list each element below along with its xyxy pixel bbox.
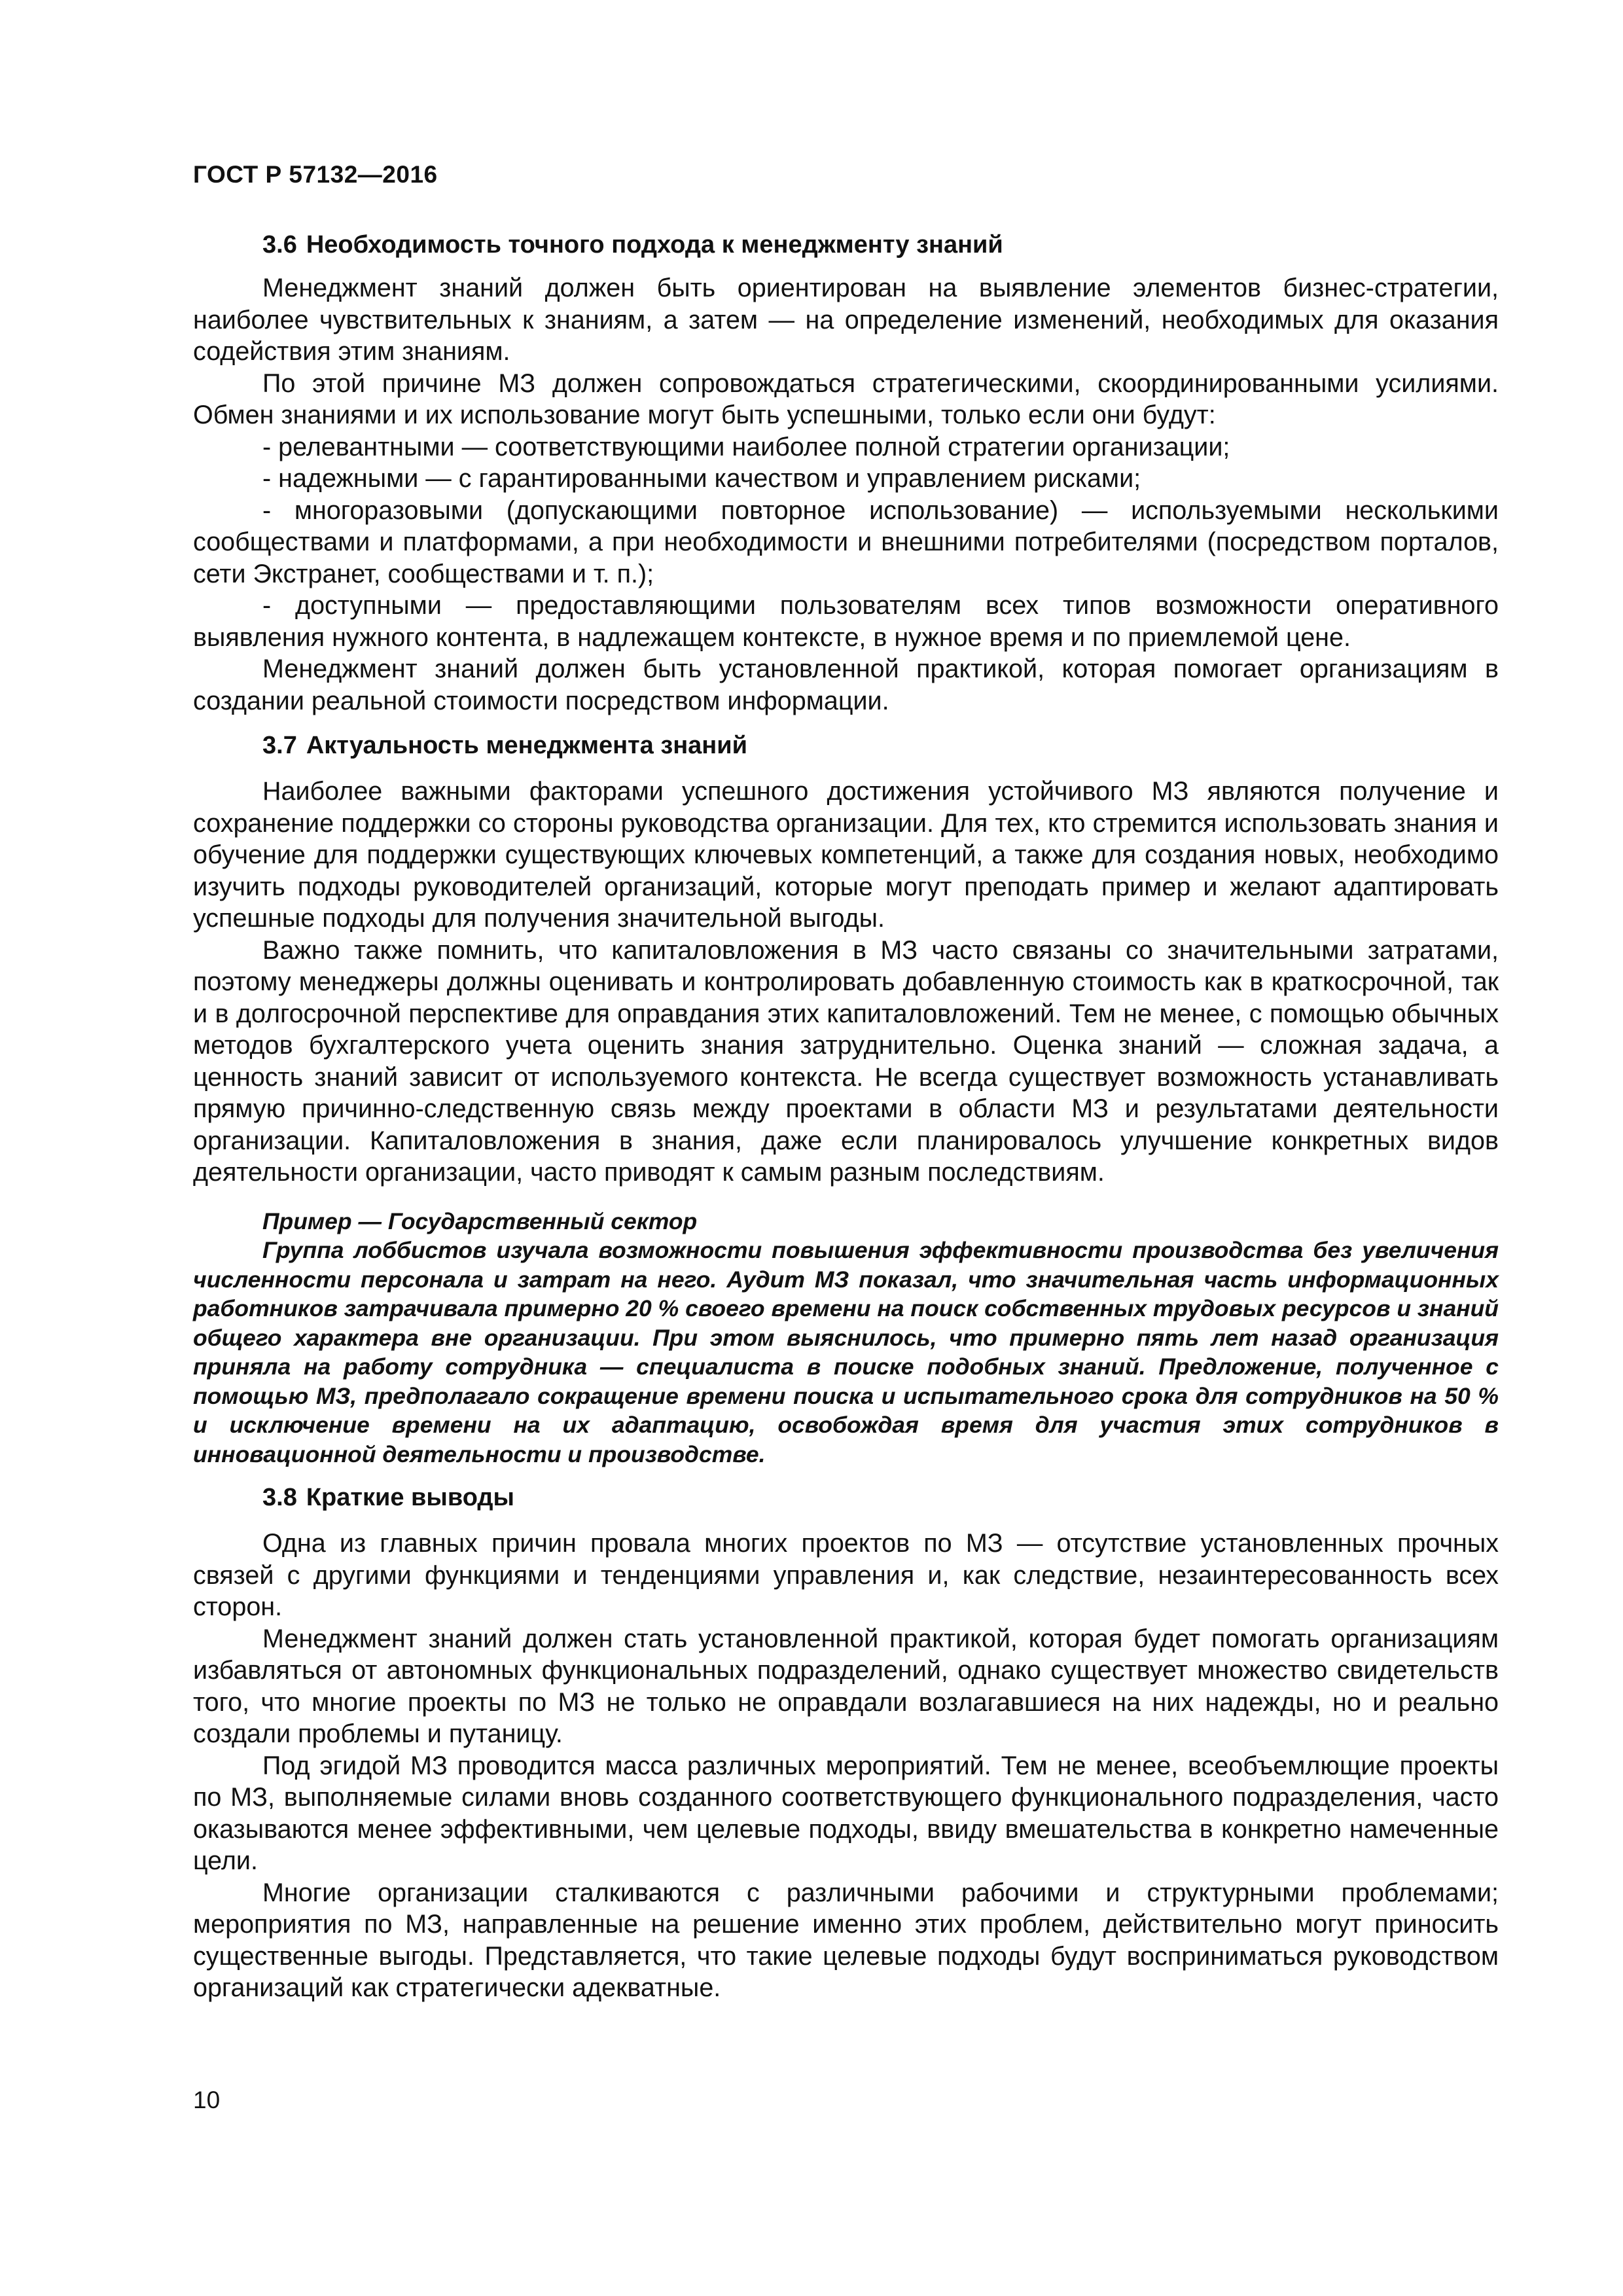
list-item: - доступными — предоставляющими пользователям всех типов возможности оперативного выявления нужного контента, в надлежащем контексте, в нужное время и по приемлемой цене. bbox=[193, 591, 1499, 652]
page-number: 10 bbox=[193, 2087, 221, 2113]
list-item: - релевантными — соответствующими наиболее полной стратегии организации; bbox=[262, 432, 1230, 461]
page-content bbox=[193, 229, 1499, 2004]
paragraph: Одна из главных причин провала многих проектов по МЗ — отсутствие установленных прочных связей с другими функциями и тенденциями управления и, как следствие, незаинтересованность всех сторон. bbox=[193, 1529, 1499, 1621]
document-header: ГОСТ Р 57132—2016 bbox=[193, 161, 438, 188]
paragraph: Менеджмент знаний должен быть установленной практикой, которая помогает организациям в создании реальной стоимости посредством информации. bbox=[193, 655, 1499, 715]
section-3-7-heading bbox=[193, 730, 1499, 761]
example-block bbox=[193, 1207, 1499, 1469]
paragraph: Менеджмент знаний должен быть ориентирован на выявление элементов бизнес-стратегии, наиболее чувствительных к знаниям, а затем — на определение изменений, необходимых для оказания содействия этим знаниям. bbox=[193, 274, 1499, 366]
example-title: Пример — Государственный сектор bbox=[262, 1208, 698, 1234]
section-3-8-heading bbox=[193, 1482, 1499, 1513]
paragraph: Под эгидой МЗ проводится масса различных мероприятий. Тем не менее, всеобъемлющие проекты по МЗ, выполняемые силами вновь созданного соответствующего функционального подразделения, часто оказываются менее эффективными, чем целевые подходы, ввиду вмешательства в конкретно намеченные цели. bbox=[193, 1751, 1499, 1875]
section-number: 3.7 bbox=[262, 732, 297, 759]
section-number: 3.6 bbox=[262, 231, 297, 259]
example-text: Группа лоббистов изучала возможности повышения эффективности производства без увеличения численности персонала и затрат на него. Аудит МЗ показал, что значительная часть информационных работников затрачивала примерно 20 % своего времени на поиск собственных трудовых ресурсов и знаний общего характера вне организации. При этом выяснилось, что примерно пять лет назад организация приняла на работу сотрудника — специалиста в поиске подобных знаний. Предложение, полученное с помощью МЗ, предполагало сокращение времени поиска и испытательного срока для сотрудников на 50 % и исключение времени на их адаптацию, освобождая время для участия этих сотрудников в инновационной деятельности и производстве. bbox=[193, 1237, 1499, 1467]
section-title: Актуальность менеджмента знаний bbox=[306, 732, 747, 759]
section-title: Краткие выводы bbox=[306, 1484, 515, 1511]
section-title: Необходимость точного подхода к менеджменту знаний bbox=[306, 231, 1003, 259]
section-3-6-heading bbox=[193, 229, 1499, 260]
paragraph: Важно также помнить, что капиталовложения в МЗ часто связаны со значительными затратами, поэтому менеджеры должны оценивать и контролировать добавленную стоимость как в краткосрочной, так и в долгосрочной перспективе для оправдания этих капиталовложений. Тем не менее, с помощью обычных методов бухгалтерского учета оценить знания затруднительно. Оценка знаний — сложная задача, а ценность знаний зависит от используемого контекста. Не всегда существует возможность устанавливать прямую причинно-следственную связь между проектами в области МЗ и результатами деятельности организации. Капиталовложения в знания, даже если планировалось улучшение конкретных видов деятельности организации, часто приводят к самым разным последствиям. bbox=[193, 935, 1499, 1187]
list-item: - многоразовыми (допускающими повторное использование) — используемыми несколькими сообществами и платформами, а при необходимости и внешними потребителями (посредством порталов, сети Экстранет, сообществами и т. п.); bbox=[193, 495, 1499, 588]
paragraph: Менеджмент знаний должен стать установленной практикой, которая будет помогать организациям избавляться от автономных функциональных подразделений, однако существует множество свидетельств того, что многие проекты по МЗ не только не оправдали возлагавшиеся на них надежды, но и реально создали проблемы и путаницу. bbox=[193, 1624, 1499, 1748]
list-item: - надежными — с гарантированными качеством и управлением рисками; bbox=[262, 464, 1141, 493]
section-number: 3.8 bbox=[262, 1484, 297, 1511]
paragraph: По этой причине МЗ должен сопровождаться стратегическими, скоординированными усилиями. Обмен знаниями и их использование могут быть успешными, только если они будут: bbox=[193, 368, 1499, 429]
paragraph: Наиболее важными факторами успешного достижения устойчивого МЗ являются получение и сохранение поддержки со стороны руководства организации. Для тех, кто стремится использовать знания и обучение для поддержки существующих ключевых компетенций, а также для создания новых, необходимо изучить подходы руководителей организаций, которые могут преподать пример и желают адаптировать успешные подходы для получения значительной выгоды. bbox=[193, 777, 1499, 933]
paragraph: Многие организации сталкиваются с различными рабочими и структурными проблемами; мероприятия по МЗ, направленные на решение именно этих проблем, действительно могут приносить существенные выгоды. Представляется, что такие целевые подходы будут восприниматься руководством организаций как стратегически адекватные. bbox=[193, 1878, 1499, 2002]
